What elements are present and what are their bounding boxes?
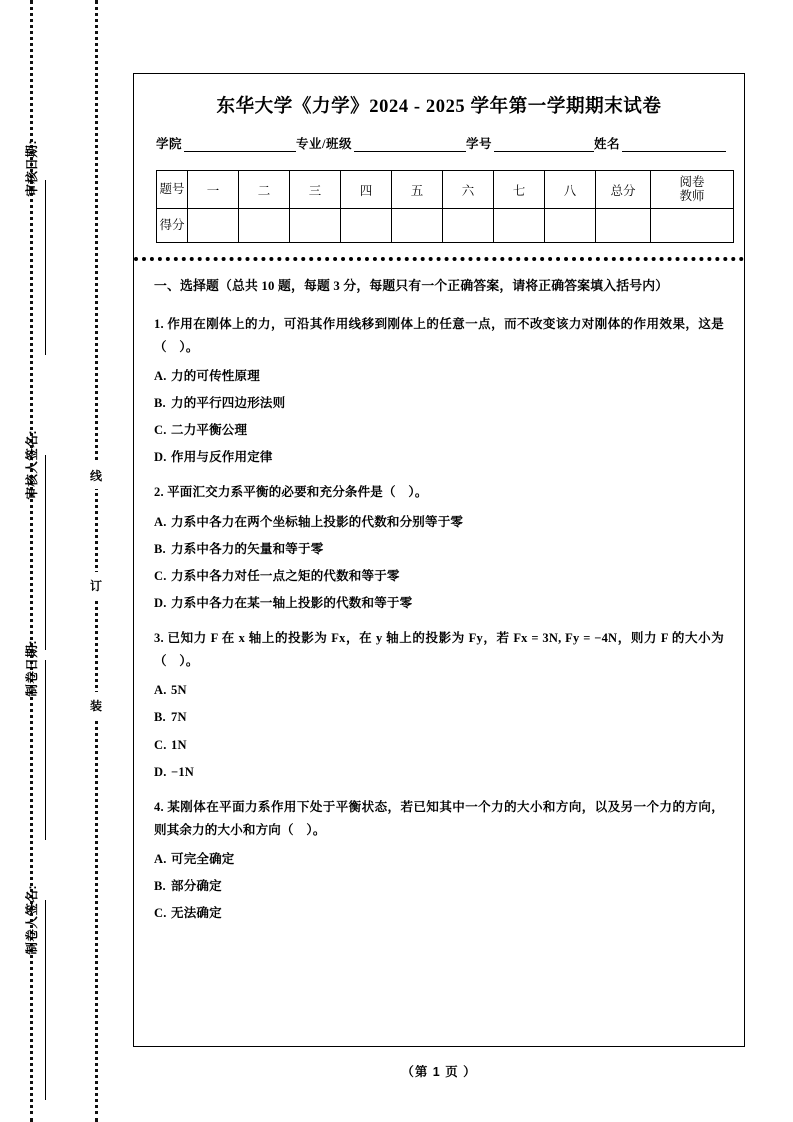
option-text: 作用与反作用定律 [171, 450, 273, 465]
row-header-question-number-text: 题号 [159, 181, 185, 196]
option-text: 无法确定 [171, 906, 222, 921]
field-college-input[interactable] [184, 138, 296, 152]
option-letter: A. [154, 852, 167, 867]
option-text: 二力平衡公理 [171, 423, 248, 438]
row-header-question-number [157, 171, 188, 209]
option-letter: B. [154, 879, 166, 894]
question-1-option-1[interactable] [154, 365, 724, 388]
page-indicator: （第 1 页 ） [401, 1065, 477, 1079]
field-major [296, 134, 466, 152]
table-row-scores [157, 209, 734, 243]
question-stem-3: 3. 已知力 F 在 x 轴上的投影为 Fx，在 y 轴上的投影为 Fy，若 Fx = 3N, Fy = −4N，则力 F 的大小为（ ）。 [154, 631, 724, 669]
option-letter: B. [154, 541, 166, 556]
option-text: 力系中各力对任一点之矩的代数和等于零 [171, 568, 400, 583]
page-footer [133, 1062, 745, 1080]
option-letter: C. [154, 737, 167, 752]
option-text: 力系中各力在某一轴上投影的代数和等于零 [171, 595, 413, 610]
option-letter: C. [154, 423, 167, 438]
score-cell-6[interactable] [443, 209, 494, 243]
seal-char-2: 订 [87, 572, 105, 599]
score-cell-8[interactable] [545, 209, 596, 243]
question-number-cell-1: 一 [188, 171, 239, 209]
question-1-option-4[interactable] [154, 446, 724, 469]
field-student-id-input[interactable] [494, 138, 594, 152]
seal-char-1: 线 [87, 462, 105, 489]
question-number-cell-2: 二 [239, 171, 290, 209]
option-text: 部分确定 [171, 879, 222, 894]
option-letter: A. [154, 368, 167, 383]
question-number-cell-8: 八 [545, 171, 596, 209]
option-letter: D. [154, 764, 167, 779]
exam-paper-frame [133, 73, 745, 1047]
total-score-header: 总分 [596, 171, 651, 209]
option-text: 力的可传性原理 [171, 368, 260, 383]
option-text: 力的平行四边形法则 [171, 396, 286, 411]
question-3-option-2[interactable] [154, 706, 724, 729]
grading-teacher-header-line-2: 教师 [679, 188, 705, 203]
margin-label-2: 审核人签名: [25, 430, 39, 500]
score-table [156, 170, 734, 243]
student-info-line [156, 134, 722, 152]
option-text: 7N [171, 710, 187, 725]
option-letter: C. [154, 568, 167, 583]
question-number-cell-6: 六 [443, 171, 494, 209]
seal-char-3: 装 [87, 692, 105, 719]
option-letter: B. [154, 710, 166, 725]
option-text: 5N [171, 683, 187, 698]
margin-rule-1 [45, 180, 46, 355]
option-letter: A. [154, 514, 167, 529]
question-4-option-2[interactable] [154, 875, 724, 898]
margin-label-1: 审核日期: [25, 140, 39, 197]
table-row-question-numbers [157, 171, 734, 209]
question-3-option-3[interactable] [154, 734, 724, 757]
margin-rule-2 [45, 455, 46, 650]
option-text: 力系中各力在两个坐标轴上投影的代数和分别等于零 [171, 514, 464, 529]
option-letter: B. [154, 396, 166, 411]
question-list [154, 313, 724, 926]
grading-teacher-header [651, 171, 734, 209]
score-cell-3[interactable] [290, 209, 341, 243]
score-cell-2[interactable] [239, 209, 290, 243]
field-major-label: 专业/班级 [296, 137, 352, 151]
question-number-cell-3: 三 [290, 171, 341, 209]
margin-rule-4 [45, 900, 46, 1100]
option-letter: A. [154, 683, 167, 698]
option-text: −1N [171, 764, 194, 779]
page-title: 东华大学《力学》2024 - 2025 学年第一学期期末试卷 [216, 97, 662, 117]
option-letter: D. [154, 450, 167, 465]
seal-dotted-line-inner [95, 0, 98, 1122]
field-name-label: 姓名 [594, 137, 621, 151]
question-2-option-2[interactable] [154, 538, 724, 561]
question-2-option-4[interactable] [154, 592, 724, 615]
question-4-option-1[interactable] [154, 848, 724, 871]
question-3-option-4[interactable] [154, 761, 724, 784]
question-block-3 [154, 627, 724, 784]
row-header-score-text: 得分 [159, 217, 185, 232]
option-text: 1N [171, 737, 187, 752]
option-letter: D. [154, 595, 167, 610]
question-number-cell-7: 七 [494, 171, 545, 209]
score-cell-5[interactable] [392, 209, 443, 243]
score-cell-7[interactable] [494, 209, 545, 243]
field-name-input[interactable] [622, 138, 726, 152]
question-number-cell-4: 四 [341, 171, 392, 209]
score-cell-9[interactable] [596, 209, 651, 243]
section-intro: 一、选择题（总共 10 题，每题 3 分，每题只有一个正确答案，请将正确答案填入括号内） [154, 279, 669, 293]
question-2-option-3[interactable] [154, 565, 724, 588]
score-cell-10[interactable] [651, 209, 734, 243]
field-major-input[interactable] [354, 138, 466, 152]
question-1-option-2[interactable] [154, 392, 724, 415]
margin-label-4: 制卷人签名: [25, 885, 39, 955]
question-stem-4: 4. 某刚体在平面力系作用下处于平衡状态，若已知其中一个力的大小和方向，以及另一个力的方向，则其余力的大小和方向（ ）。 [154, 799, 724, 837]
option-text: 可完全确定 [171, 852, 235, 867]
margin-rule-3 [45, 660, 46, 840]
question-stem-1: 1. 作用在刚体上的力，可沿其作用线移到刚体上的任意一点，而不改变该力对刚体的作用效果，这是（ ）。 [154, 316, 724, 354]
seal-margin [0, 0, 133, 1122]
field-college-label: 学院 [156, 137, 183, 151]
question-3-option-1[interactable] [154, 679, 724, 702]
field-student-id [466, 134, 594, 152]
questions-container [154, 261, 724, 925]
score-cell-4[interactable] [341, 209, 392, 243]
margin-label-3: 制卷日期: [25, 640, 39, 697]
grading-teacher-header-line-1: 阅卷 [679, 175, 705, 189]
option-letter: C. [154, 906, 167, 921]
question-1-option-3[interactable] [154, 419, 724, 442]
question-number-cell-5: 五 [392, 171, 443, 209]
field-college [156, 134, 296, 152]
question-block-4 [154, 796, 724, 926]
field-student-id-label: 学号 [466, 137, 493, 151]
question-4-option-3[interactable] [154, 902, 724, 925]
question-2-option-1[interactable] [154, 511, 724, 534]
question-stem-2: 2. 平面汇交力系平衡的必要和充分条件是（ ）。 [154, 485, 428, 500]
field-name [594, 134, 726, 152]
question-block-2 [154, 481, 724, 615]
option-text: 力系中各力的矢量和等于零 [171, 541, 324, 556]
question-block-1 [154, 313, 724, 470]
score-cell-1[interactable] [188, 209, 239, 243]
row-header-score [157, 209, 188, 243]
